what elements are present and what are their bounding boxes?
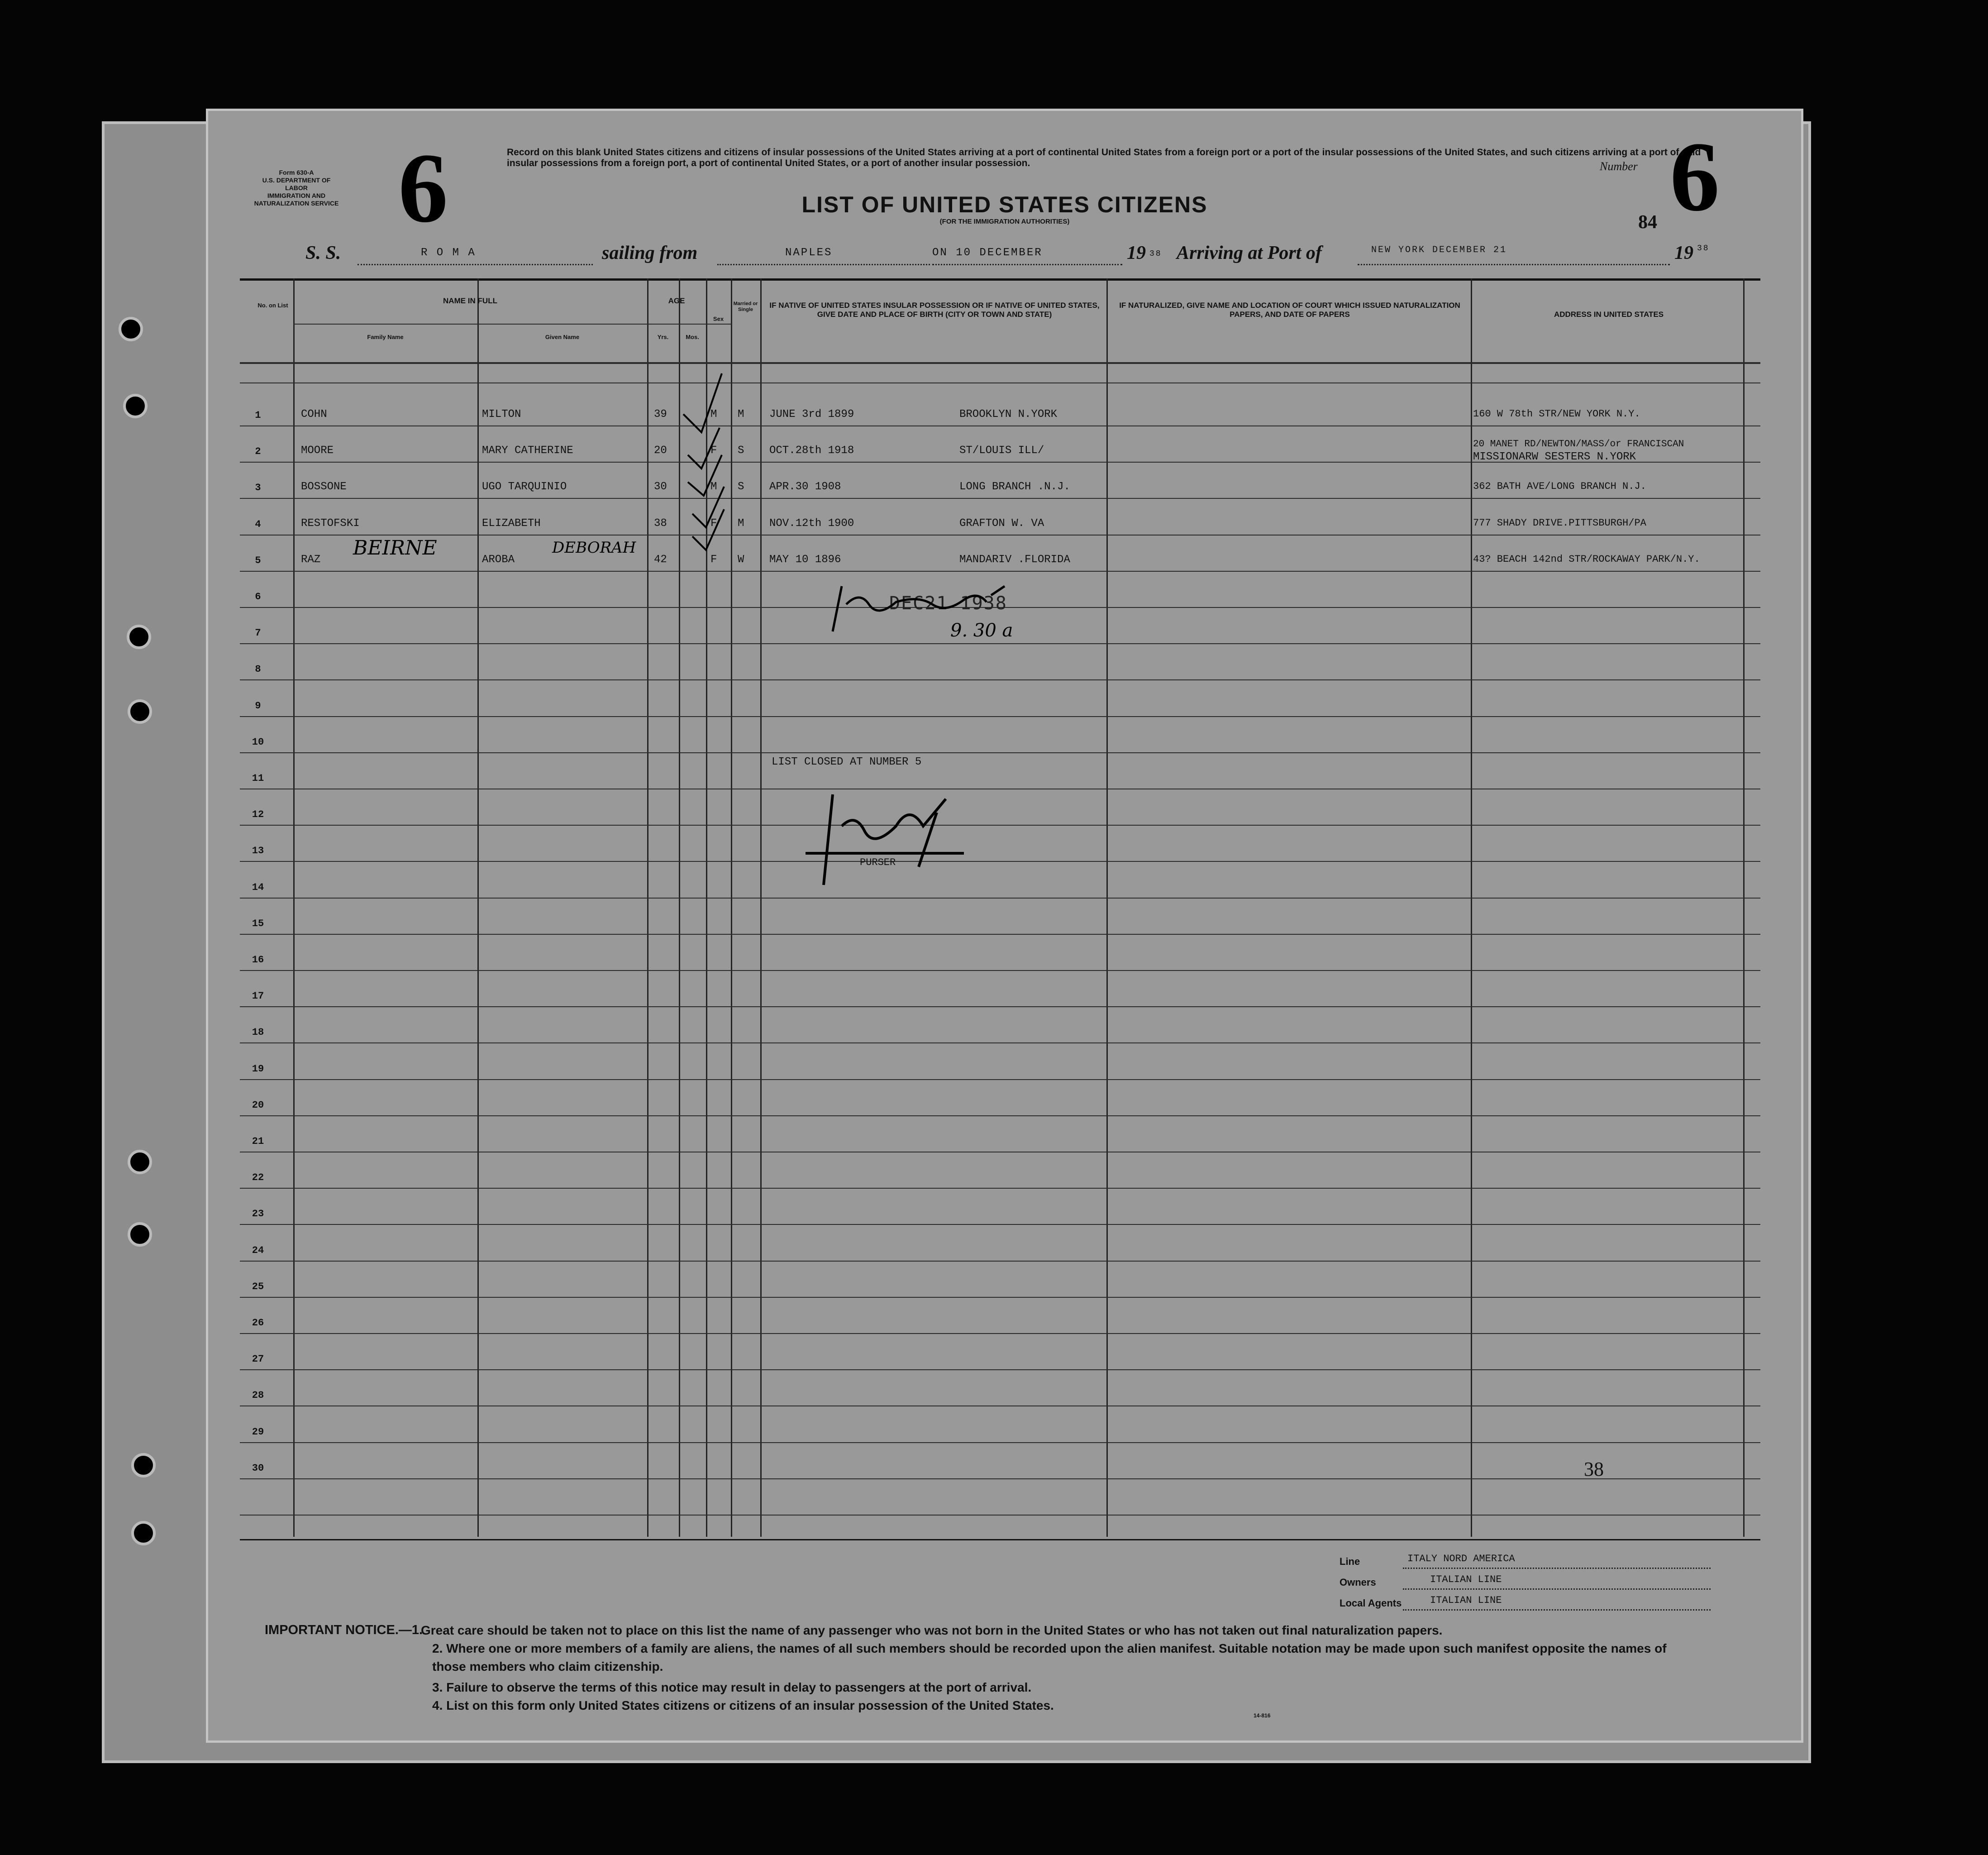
col-divider — [293, 278, 295, 1537]
family-name-cell: MOORE — [301, 445, 334, 457]
inspector-signature-icon — [815, 577, 1023, 641]
birth-date-cell: APR.30 1908 — [769, 481, 841, 493]
header-yrs: Yrs. — [657, 334, 669, 340]
sailing-underline — [717, 264, 930, 265]
age-years-cell: 20 — [654, 445, 667, 457]
row-number: 25 — [252, 1281, 264, 1292]
ship-underline — [358, 264, 593, 265]
header-birth: IF NATIVE OF UNITED STATES INSULAR POSSESSION OR IF NATIVE OF UNITED STATES, GIVE DATE AND PLACE OF BIRTH (CITY OR TOWN AND STATE) — [769, 301, 1100, 319]
departure-date: ON 10 DECEMBER — [932, 247, 1043, 259]
row-rule — [240, 898, 1760, 899]
row-rule — [240, 1224, 1760, 1225]
sailing-from: NAPLES — [785, 247, 833, 259]
birth-place-cell: GRAFTON W. VA — [959, 517, 1044, 530]
page-subtitle: (FOR THE IMMIGRATION AUTHORITIES) — [939, 218, 1070, 225]
row-number: 11 — [252, 773, 264, 784]
row-rule — [240, 1042, 1760, 1043]
header-family-name: Family Name — [367, 334, 404, 340]
agents-label: Local Agents — [1340, 1597, 1402, 1609]
header-given-name: Given Name — [545, 334, 580, 340]
row-number: 28 — [252, 1390, 264, 1401]
date-underline — [932, 264, 1122, 265]
address-cell: 160 W 78th STR/NEW YORK N.Y. — [1473, 408, 1640, 420]
row-number: 19 — [252, 1063, 264, 1075]
owners-label: Owners — [1340, 1577, 1376, 1588]
row-number: 5 — [255, 555, 261, 566]
address-cell: 43? BEACH 142nd STR/ROCKAWAY PARK/N.Y. — [1473, 553, 1700, 565]
arrival-date-stamp: DEC21 1938 — [889, 593, 1007, 614]
col-divider — [1471, 278, 1472, 1537]
row-rule — [240, 861, 1760, 862]
notice-item-4: 4. List on this form only United States citizens or citizens of an insular possession of the United States. — [432, 1698, 1054, 1712]
row-number: 17 — [252, 990, 264, 1002]
row-rule — [240, 1333, 1760, 1334]
page-title: LIST OF UNITED STATES CITIZENS — [801, 192, 1208, 217]
arrival-year-prefix: 19 — [1674, 243, 1693, 263]
given-name-cell: AROBA — [482, 553, 515, 566]
punch-hole — [128, 699, 152, 724]
handwritten-family-name: BEIRNE — [353, 536, 437, 559]
number-label: Number — [1600, 160, 1638, 173]
punch-hole — [128, 1222, 152, 1247]
row-rule — [240, 1369, 1760, 1370]
form-identifier: Form 630-A U.S. DEPARTMENT OF LABOR IMMIGRATION AND NATURALIZATION SERVICE — [254, 169, 339, 207]
notice-heading: IMPORTANT NOTICE.—1. — [265, 1623, 423, 1637]
punch-hole — [131, 1521, 156, 1545]
year-prefix: 19 — [1127, 243, 1146, 263]
row-rule — [240, 1297, 1760, 1298]
sex-cell: M — [710, 408, 717, 421]
row-number: 20 — [252, 1099, 264, 1111]
punch-hole — [123, 394, 148, 418]
birth-place-cell: MANDARIV .FLORIDA — [959, 553, 1070, 566]
family-name-cell: RAZ — [301, 553, 321, 566]
birth-place-cell: LONG BRANCH .N.J. — [959, 481, 1070, 493]
row-number: 7 — [255, 627, 261, 639]
row-number: 21 — [252, 1136, 264, 1147]
family-name-cell: RESTOFSKI — [301, 517, 360, 530]
address-cell: 362 BATH AVE/LONG BRANCH N.J. — [1473, 481, 1646, 492]
line-underline — [1403, 1568, 1711, 1569]
form-instructions: Record on this blank United States citizens and citizens of insular possessions of the United States arriving at a port of continental United States from a foreign port or a port of the insular possessions of the United States, and such citizens arriving at a port of said insular possessions from a foreign port, a port of continental United States, or a port of another insular possession. — [507, 147, 1701, 168]
stamp-time: 9. 30 a — [950, 620, 1013, 641]
sheet-number-right: 6 — [1670, 121, 1720, 232]
given-name-cell: MILTON — [482, 408, 521, 421]
ship-name: R O M A — [421, 247, 476, 259]
row-rule — [240, 1188, 1760, 1189]
row-number: 3 — [255, 482, 261, 494]
marital-status-cell: S — [738, 481, 744, 493]
header-married-single: Married or Single — [733, 301, 758, 312]
page-number: 84 — [1638, 212, 1657, 233]
sailing-label: sailing from — [602, 243, 698, 263]
marital-status-cell: M — [738, 517, 744, 530]
row-number: 26 — [252, 1317, 264, 1329]
check-marks-icon — [679, 364, 742, 555]
marital-status-cell: W — [738, 553, 744, 566]
notice-item-2: 2. Where one or more members of a family are aliens, the names of all such members should be recorded upon the alien manifest. Suitable notation may be made upon such manifest opposite the names of those members who claim citizenship. — [432, 1641, 1667, 1673]
birth-date-cell: OCT.28th 1918 — [769, 445, 854, 457]
row-number: 27 — [252, 1353, 264, 1365]
row-rule — [240, 1442, 1760, 1443]
notice-item-3: 3. Failure to observe the terms of this notice may result in delay to passengers at the port of arrival. — [432, 1680, 1032, 1694]
row-number: 8 — [255, 664, 261, 675]
sex-cell: M — [710, 481, 717, 493]
manifest-table — [240, 278, 1760, 1540]
header-name-in-full: NAME IN FULL — [443, 296, 497, 305]
given-name-cell: MARY CATHERINE — [482, 445, 573, 457]
sex-cell: F — [710, 553, 717, 566]
arriving-label: Arriving at Port of — [1177, 243, 1322, 263]
owners-value: ITALIAN LINE — [1430, 1574, 1502, 1585]
row-rule — [240, 970, 1760, 971]
row-number: 10 — [252, 736, 264, 748]
row-number: 24 — [252, 1244, 264, 1256]
row-rule — [240, 1478, 1760, 1479]
row-rule — [240, 498, 1760, 499]
given-name-cell: ELIZABETH — [482, 517, 541, 530]
row-number: 2 — [255, 446, 261, 458]
punch-hole — [131, 1453, 156, 1477]
row-rule — [240, 1006, 1760, 1007]
punch-hole — [128, 1150, 152, 1174]
agents-value: ITALIAN LINE — [1430, 1595, 1502, 1606]
marital-status-cell: M — [738, 408, 744, 421]
sheet-number-left: 6 — [398, 133, 448, 243]
row-rule — [240, 382, 1760, 383]
row-rule — [240, 1261, 1760, 1262]
purser-signature-icon — [796, 785, 968, 889]
row-rule — [240, 752, 1760, 753]
punch-hole — [119, 317, 143, 341]
row-number: 23 — [252, 1208, 264, 1220]
marital-status-cell: S — [738, 445, 744, 457]
birth-place-cell: BROOKLYN N.YORK — [959, 408, 1058, 421]
sex-cell: F — [710, 445, 717, 457]
row-number: 1 — [255, 410, 261, 421]
row-number: 18 — [252, 1027, 264, 1038]
given-name-cell: UGO TARQUINIO — [482, 481, 567, 493]
agents-underline — [1403, 1609, 1711, 1611]
row-rule — [240, 1079, 1760, 1080]
arrival-year-suffix: 38 — [1697, 244, 1710, 253]
age-years-cell: 39 — [654, 408, 667, 421]
birth-date-cell: NOV.12th 1900 — [769, 517, 854, 530]
row-rule — [240, 825, 1760, 826]
arrival-underline — [1358, 264, 1670, 265]
age-years-cell: 38 — [654, 517, 667, 530]
row-number: 4 — [255, 518, 261, 530]
row-rule — [240, 643, 1760, 644]
row-number: 14 — [252, 881, 264, 893]
owners-underline — [1403, 1588, 1711, 1590]
header-no-on-list: No. on List — [257, 302, 288, 309]
list-closed-note: LIST CLOSED AT NUMBER 5 — [772, 756, 922, 768]
form-code: 14-816 — [1254, 1712, 1271, 1719]
row-number: 9 — [255, 700, 261, 712]
address-cell-continued: MISSIONARW SESTERS N.YORK — [1473, 451, 1636, 464]
year-suffix: 38 — [1149, 249, 1162, 258]
address-cell: 20 MANET RD/NEWTON/MASS/or FRANCISCAN — [1473, 439, 1684, 450]
age-years-cell: 30 — [654, 481, 667, 493]
row-number: 15 — [252, 918, 264, 929]
row-rule — [240, 571, 1760, 572]
family-name-cell: BOSSONE — [301, 481, 347, 493]
ss-label: S. S. — [305, 243, 341, 263]
line-value: ITALY NORD AMERICA — [1407, 1553, 1515, 1564]
birth-date-cell: JUNE 3rd 1899 — [769, 408, 854, 421]
notice-item-1: Great care should be taken not to place on this list the name of any passenger who was not born in the United States or who has not taken out final naturalization papers. — [421, 1623, 1443, 1637]
col-divider — [1743, 278, 1745, 1537]
col-divider — [760, 278, 762, 1537]
handwritten-given-name: DEBORAH — [552, 539, 636, 557]
family-name-cell: COHN — [301, 408, 327, 421]
col-divider — [1106, 278, 1108, 1537]
row-number: 22 — [252, 1172, 264, 1184]
header-sex: Sex — [713, 316, 724, 322]
line-label: Line — [1340, 1556, 1360, 1567]
address-cell: 777 SHADY DRIVE.PITTSBURGH/PA — [1473, 517, 1646, 529]
header-address: ADDRESS IN UNITED STATES — [1554, 310, 1664, 319]
row-number: 13 — [252, 845, 264, 857]
row-number: 12 — [252, 809, 264, 821]
col-divider — [477, 278, 479, 1537]
row-number: 6 — [255, 591, 261, 602]
row-number: 29 — [252, 1426, 264, 1438]
row-number: 30 — [252, 1462, 264, 1474]
arrival-port: NEW YORK DECEMBER 21 — [1371, 245, 1507, 255]
row-rule — [240, 934, 1760, 935]
age-years-cell: 42 — [654, 553, 667, 566]
manifest-sheet — [206, 109, 1803, 1743]
header-mos: Mos. — [686, 334, 699, 340]
punch-hole — [127, 625, 151, 649]
sex-cell: F — [710, 517, 717, 530]
purser-label: PURSER — [860, 857, 896, 868]
row-rule — [240, 716, 1760, 717]
header-rule — [293, 324, 732, 325]
header-age: AGE — [668, 296, 685, 305]
col-divider — [647, 278, 648, 1537]
birth-place-cell: ST/LOUIS ILL/ — [959, 445, 1044, 457]
row-rule — [240, 679, 1760, 680]
row-rule — [240, 1115, 1760, 1116]
header-rule — [240, 362, 1760, 364]
page-total: 38 — [1584, 1458, 1604, 1480]
row-number: 16 — [252, 954, 264, 966]
birth-date-cell: MAY 10 1896 — [769, 553, 841, 566]
header-naturalized: IF NATURALIZED, GIVE NAME AND LOCATION OF COURT WHICH ISSUED NATURALIZATION PAPERS, AND DATE OF PAPERS — [1119, 301, 1460, 319]
row-rule — [240, 1515, 1760, 1516]
